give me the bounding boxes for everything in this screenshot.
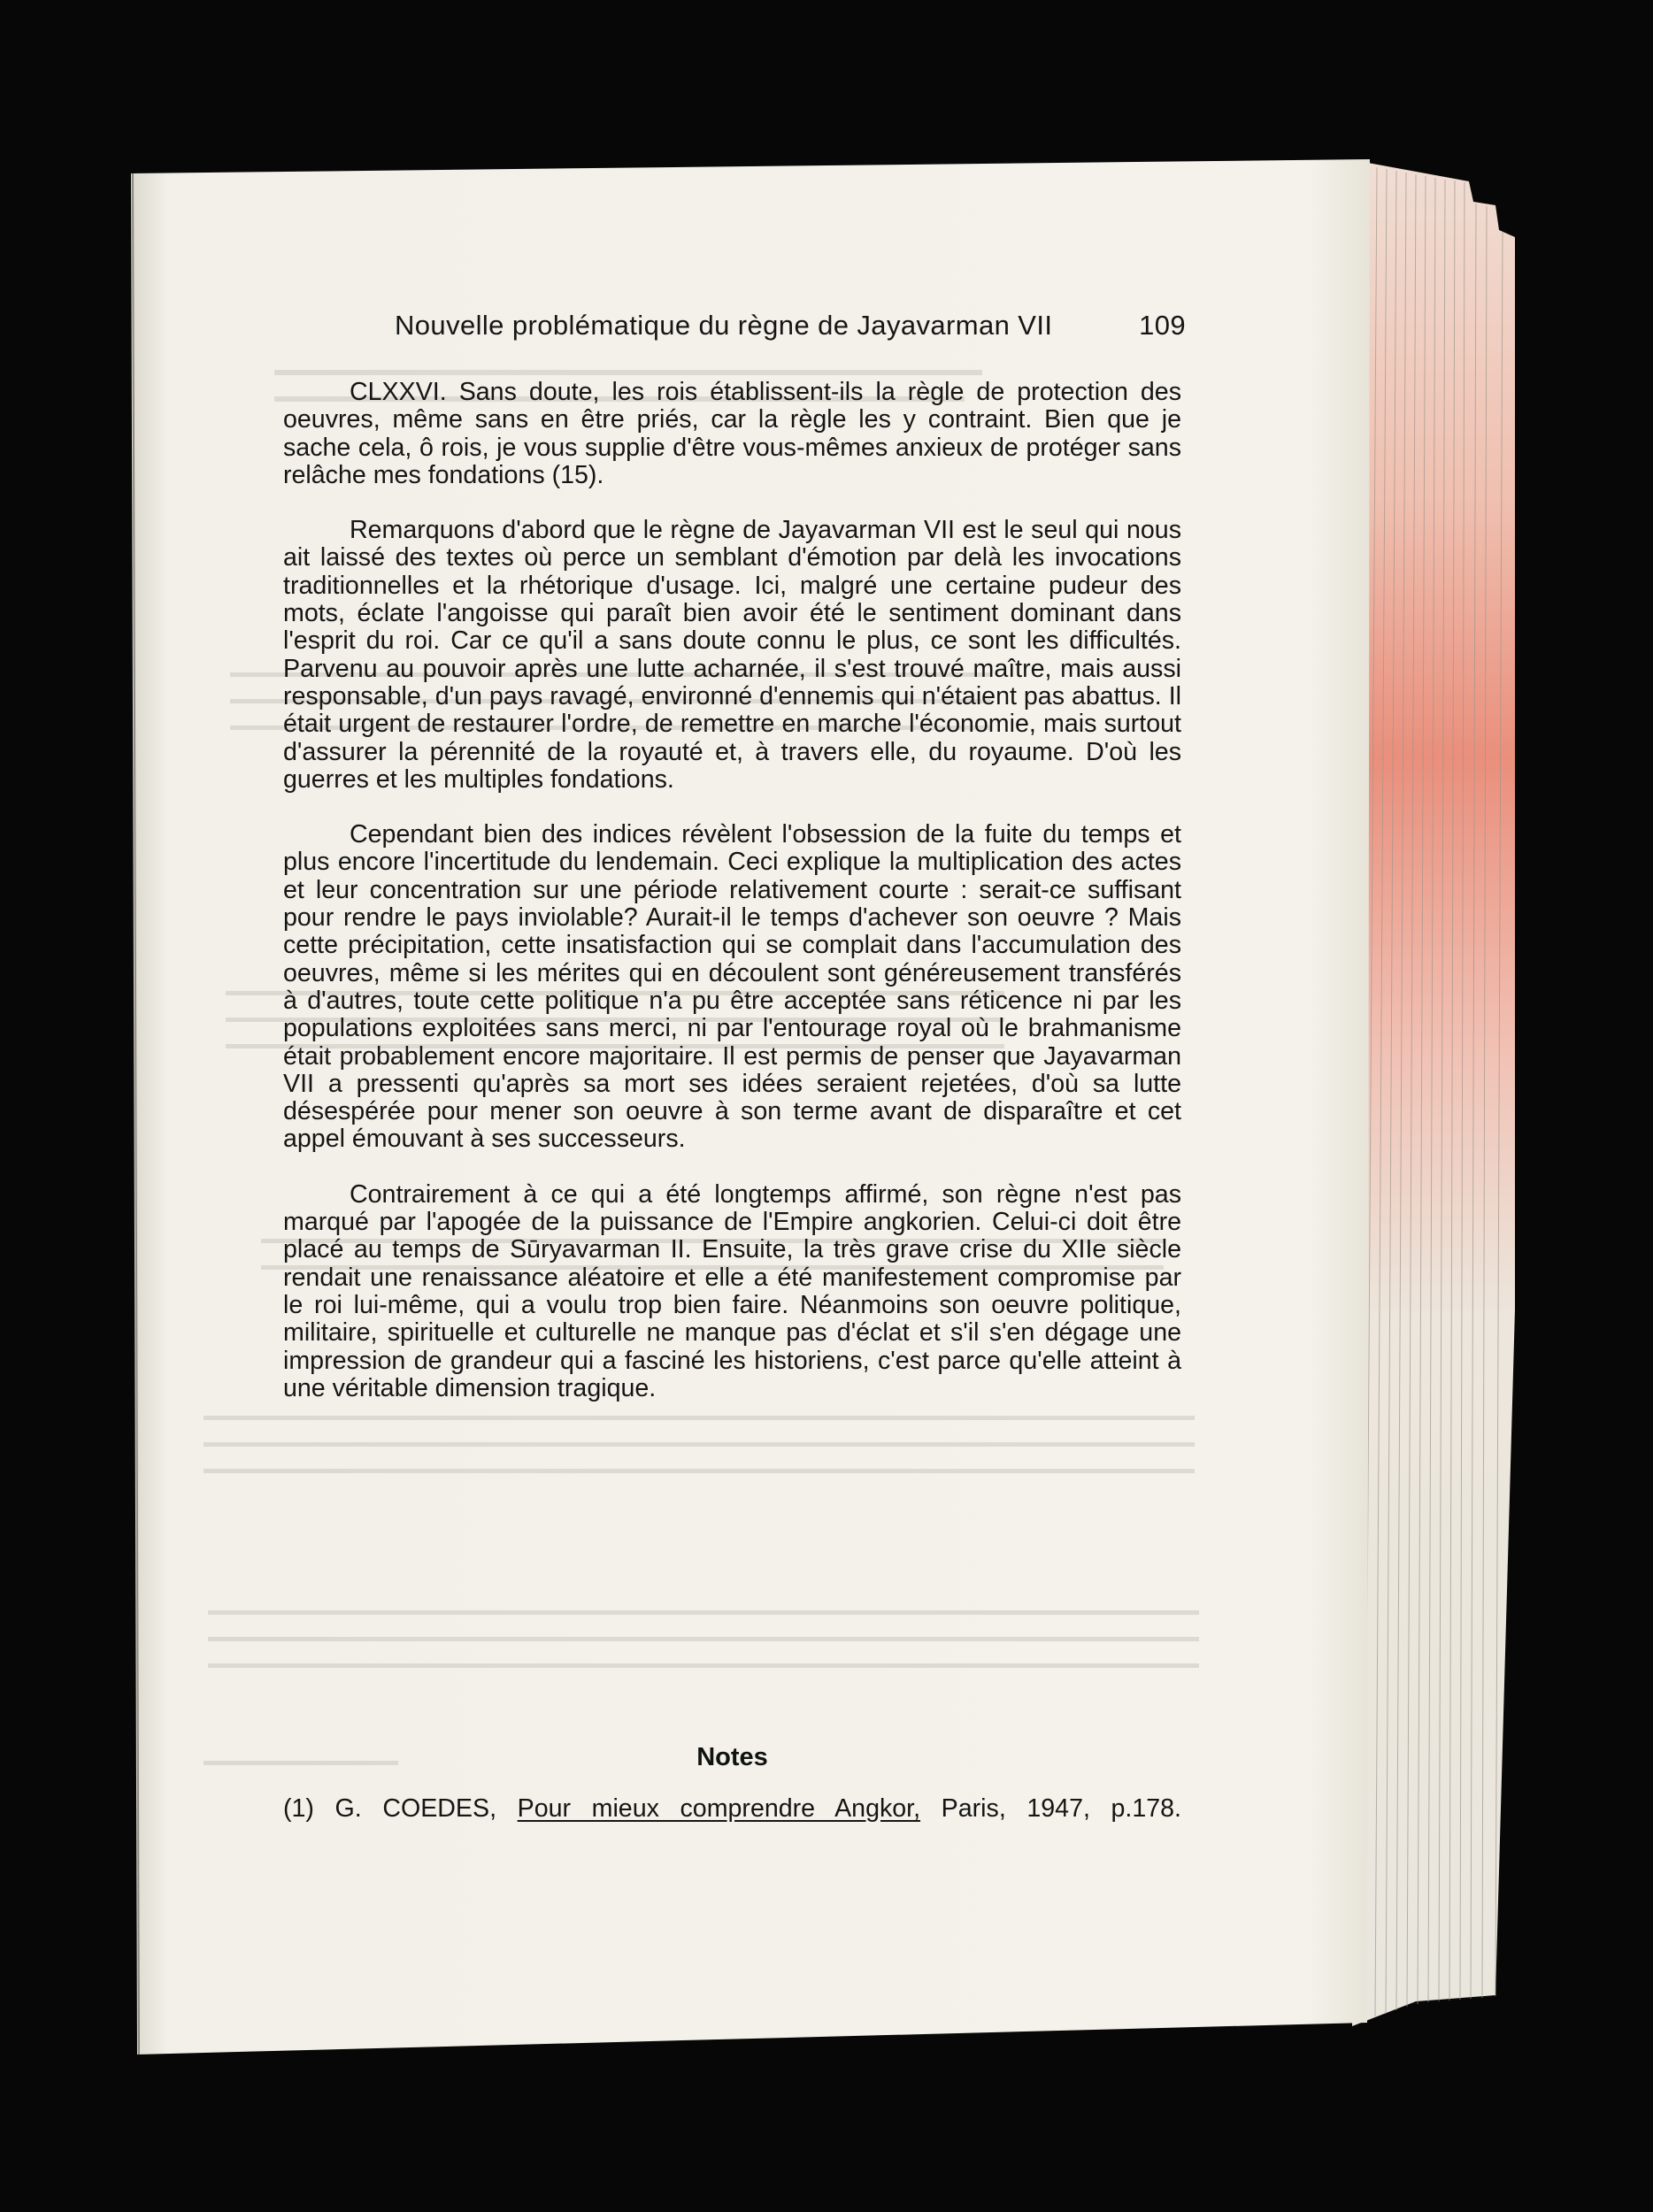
footnote-rest: Paris, 1947, p.178. — [941, 1794, 1182, 1823]
page-number: 109 — [1139, 310, 1186, 341]
paragraph: Cependant bien des indices révèlent l'obsession de la fuite du temps et plus encore l'incertitude du lendemain. Ceci explique la multiplication des actes et leur concentration sur une période relativement courte : serait-ce suffisant pour rendre le pays inviolable? Aurait-il le temps d'achever son oeuvre ? Mais cette précipitation, cette insatisfaction qui se complait dans l'accumulation des oeuvres, même si les mérites qui en découlent sont généreusement transférés à d'autres, toute cette politique n'a pu être acceptée sans réticence ni par les populations exploitées sans merci, ni par l'entourage royal où le brahmanisme était probablement encore majoritaire. Il est permis de penser que Jayavarman VII a pressenti qu'après sa mort ses idées seraient rejetées, d'où sa lutte désespérée pour mener son oeuvre à son terme avant de disparaître et cet appel émouvant à ses successeurs. — [283, 820, 1181, 1154]
notes-heading: Notes — [696, 1743, 768, 1771]
body-text — [283, 379, 1181, 1430]
paragraph-quote: CLXXVI. Sans doute, les rois établissent-ils la règle de protection des oeuvres, même sans en être priés, car la règle les y contraint. Bien que je sache cela, ô rois, je vous supplie d'être vous-mêmes anxieux de protéger sans relâche mes fondations (15). — [283, 378, 1181, 489]
paragraph: Contrairement à ce qui a été longtemps affirmé, son règne n'est pas marqué par l'apogée de la puissance de l'Empire angkorien. Celui-ci doit être placé au temps de Sūryavarman II. Ensuite, la très grave crise du XIIe siècle rendait une renaissance aléatoire et elle a été manifestement compromise par le roi lui-même, qui a voulu trop bien faire. Néanmoins son oeuvre politique, militaire, spirituelle et culturelle ne manque pas d'éclat et s'il s'en dégage une impression de grandeur qui a fasciné les historiens, c'est parce qu'elle atteint à une véritable dimension tragique. — [283, 1179, 1181, 1402]
footnote-title: Pour mieux comprendre Angkor, — [517, 1794, 921, 1823]
running-head: Nouvelle problématique du règne de Jayavarman VII — [395, 310, 1053, 341]
paragraph: Remarquons d'abord que le règne de Jayavarman VII est le seul qui nous ait laissé des textes où perce un semblant d'émotion par delà les invocations traditionnelles et la rhétorique d'usage. Ici, malgré une certaine pudeur des mots, éclate l'angoisse qui paraît bien avoir été le sentiment dominant dans l'esprit du roi. Car ce qu'il a sans doute connu le plus, ce sont les difficultés. Parvenu au pouvoir après une lutte acharnée, il s'est trouvé maître, mais aussi responsable, d'un pays ravagé, environné d'ennemis qui n'étaient pas abattus. Il était urgent de restaurer l'ordre, de remettre en marche l'économie, mais surtout d'assurer la pérennité de la royauté et, à travers elle, du royaume. D'où les guerres et les multiples fondations. — [283, 516, 1181, 794]
footnote — [283, 1794, 1181, 1824]
footnote-marker: (1) G. COEDES, — [283, 1794, 497, 1823]
